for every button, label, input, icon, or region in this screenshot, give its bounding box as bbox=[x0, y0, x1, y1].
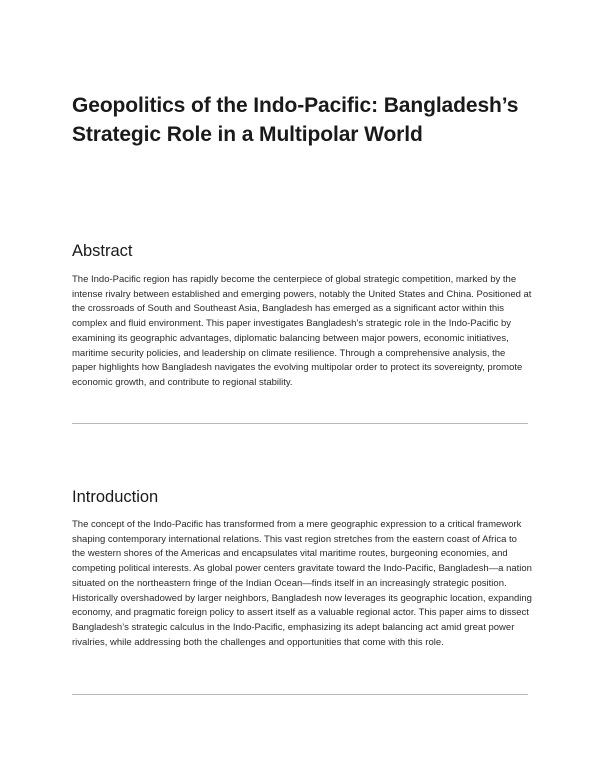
abstract-heading: Abstract bbox=[72, 242, 133, 260]
introduction-body: The concept of the Indo-Pacific has transformed from a mere geographic expression to a critical framework shaping contemporary international relations. This vast region stretches from the eastern coast of Africa to the western shores of the Americas and encapsulates vital maritime routes, burgeoning economies, and competing political interests. As global power centers gravitate toward the Indo-Pacific, Bangladesh—a nation situated on the northeastern fringe of the Indian Ocean—finds itself in an increasingly strategic position. Historically overshadowed by larger neighbors, Bangladesh now leverages its geographic location, expanding economy, and pragmatic foreign policy to assert itself as a valuable regional actor. This paper aims to dissect Bangladesh’s strategic calculus in the Indo-Pacific, emphasizing its adept balancing act amid great power rivalries, while addressing both the challenges and opportunities that come with this role. bbox=[72, 519, 532, 648]
introduction-heading: Introduction bbox=[72, 488, 159, 506]
document-title: Geopolitics of the Indo-Pacific: Bangladesh’s Strategic Role in a Multipolar World bbox=[72, 94, 519, 146]
abstract-body: The Indo-Pacific region has rapidly become the centerpiece of global strategic competition, marked by the intense rivalry between established and emerging powers, notably the United States and China. Positioned at the crossroads of South and Southeast Asia, Bangladesh has emerged as a significant actor within this complex and fluid environment. This paper investigates Bangladesh’s strategic role in the Indo-Pacific by examining its geographic advantages, diplomatic balancing between major powers, economic initiatives, maritime security policies, and leadership on climate resilience. Through a comprehensive analysis, the paper highlights how Bangladesh navigates the evolving multipolar order to protect its sovereignty, promote economic growth, and contribute to regional stability. bbox=[72, 274, 532, 388]
section-divider bbox=[72, 694, 528, 695]
section-divider bbox=[72, 423, 528, 424]
